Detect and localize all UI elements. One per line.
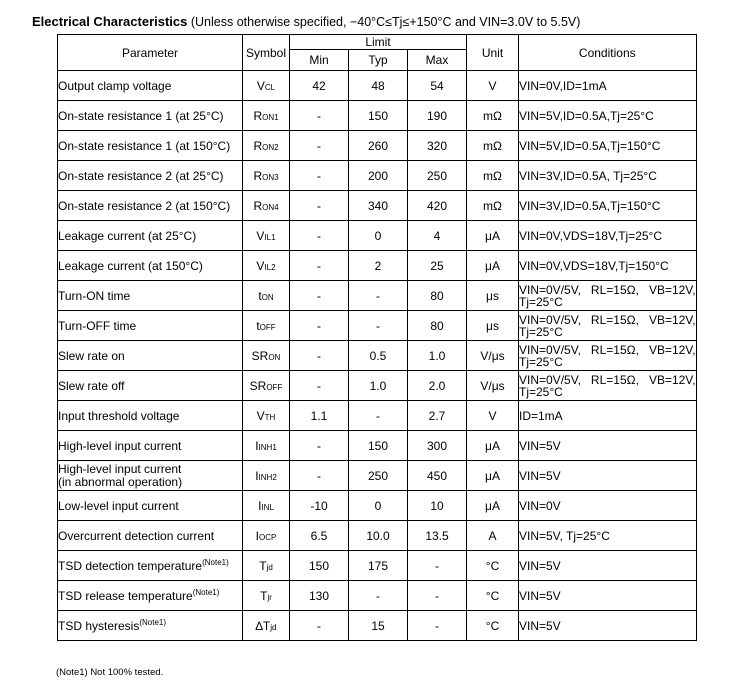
cell-min: -	[290, 131, 349, 161]
symbol-main: T	[259, 558, 267, 573]
conditions-text-line2: Tj=25°C	[519, 324, 563, 339]
note-ref: (Note1)	[192, 587, 220, 597]
cell-symbol	[243, 161, 290, 191]
symbol-main: V	[256, 228, 265, 243]
table-row	[58, 461, 697, 491]
conditions-text: VIN=5V,ID=0.5A,Tj=150°C	[519, 138, 661, 153]
cell-typ: 0	[349, 221, 408, 251]
cell-max: 4	[408, 221, 467, 251]
parameter-label: TSD release temperature	[58, 588, 193, 603]
cell-max: 2.0	[408, 371, 467, 401]
cell-parameter	[58, 491, 243, 521]
cell-conditions	[519, 221, 697, 251]
cell-symbol	[243, 491, 290, 521]
symbol-main: T	[260, 588, 268, 603]
table-row	[58, 401, 697, 431]
cell-conditions	[519, 521, 697, 551]
cell-conditions	[519, 311, 697, 341]
table-body	[58, 71, 697, 641]
cell-unit: °C	[467, 551, 519, 581]
cell-parameter	[58, 431, 243, 461]
conditions-text-line2: Tj=25°C	[519, 384, 563, 399]
header-typ: Typ	[349, 50, 408, 71]
cell-min: -	[290, 371, 349, 401]
table-row	[58, 191, 697, 221]
cell-parameter	[58, 131, 243, 161]
cell-unit: V	[467, 71, 519, 101]
cell-min: -	[290, 101, 349, 131]
symbol-main: R	[253, 108, 263, 123]
cell-symbol	[243, 581, 290, 611]
cell-min: -	[290, 431, 349, 461]
cell-max: 25	[408, 251, 467, 281]
conditions-text: VIN=0V/5V, RL=15Ω, VB=12V,	[519, 372, 696, 387]
cell-max: 80	[408, 281, 467, 311]
cell-parameter	[58, 101, 243, 131]
cell-conditions	[519, 431, 697, 461]
cell-max: 54	[408, 71, 467, 101]
table-row	[58, 281, 697, 311]
table-row	[58, 581, 697, 611]
cell-min: 150	[290, 551, 349, 581]
header-max: Max	[408, 50, 467, 71]
cell-symbol	[243, 401, 290, 431]
table-row	[58, 611, 697, 641]
table-row	[58, 341, 697, 371]
cell-symbol	[243, 101, 290, 131]
symbol-subscript: OFF	[266, 382, 283, 392]
cell-unit: mΩ	[467, 191, 519, 221]
cell-parameter	[58, 311, 243, 341]
cell-conditions	[519, 161, 697, 191]
header-unit: Unit	[467, 35, 519, 71]
conditions-text: VIN=5V	[519, 588, 561, 603]
cell-parameter	[58, 371, 243, 401]
cell-symbol	[243, 281, 290, 311]
section-title-bold: Electrical Characteristics	[32, 14, 188, 29]
cell-min: -10	[290, 491, 349, 521]
parameter-label: Slew rate on	[58, 348, 125, 363]
cell-conditions	[519, 371, 697, 401]
symbol-main: R	[253, 168, 263, 183]
cell-parameter	[58, 221, 243, 251]
cell-min: 42	[290, 71, 349, 101]
symbol-subscript: OFF	[259, 322, 276, 332]
cell-symbol	[243, 431, 290, 461]
cell-conditions	[519, 251, 697, 281]
symbol-main: V	[256, 78, 265, 93]
cell-parameter	[58, 581, 243, 611]
cell-max: 190	[408, 101, 467, 131]
symbol-main: t	[256, 318, 260, 333]
cell-min: -	[290, 611, 349, 641]
note-ref: (Note1)	[202, 557, 229, 567]
table-row	[58, 491, 697, 521]
cell-unit: μA	[467, 431, 519, 461]
cell-typ: 10.0	[349, 521, 408, 551]
parameter-label: Input threshold voltage	[58, 408, 180, 423]
cell-max: 80	[408, 311, 467, 341]
section-title-condition: (Unless otherwise specified, −40°C≤Tj≤+150°C and VIN=3.0V to 5.5V)	[190, 15, 581, 29]
note-ref: (Note1)	[139, 617, 167, 627]
cell-unit: mΩ	[467, 161, 519, 191]
cell-conditions	[519, 491, 697, 521]
conditions-text: VIN=3V,ID=0.5A,Tj=150°C	[519, 198, 661, 213]
symbol-subscript: ON4	[262, 202, 279, 212]
parameter-label: On-state resistance 1 (at 150°C)	[58, 138, 231, 153]
cell-typ: -	[349, 281, 408, 311]
symbol-subscript: ON	[261, 292, 274, 302]
table-row	[58, 521, 697, 551]
cell-unit: V	[467, 401, 519, 431]
cell-max: 250	[408, 161, 467, 191]
cell-symbol	[243, 611, 290, 641]
parameter-label: Turn-ON time	[58, 288, 131, 303]
cell-symbol	[243, 341, 290, 371]
conditions-text: VIN=0V,VDS=18V,Tj=25°C	[519, 228, 663, 243]
symbol-main: R	[253, 138, 263, 153]
cell-conditions	[519, 191, 697, 221]
cell-unit: mΩ	[467, 101, 519, 131]
cell-min: 130	[290, 581, 349, 611]
symbol-subscript: INH1	[258, 442, 277, 452]
parameter-label: Low-level input current	[58, 498, 179, 513]
cell-symbol	[243, 521, 290, 551]
symbol-subscript: IL1	[264, 232, 276, 242]
cell-unit: V/μs	[467, 371, 519, 401]
cell-min: -	[290, 221, 349, 251]
cell-symbol	[243, 251, 290, 281]
conditions-text: VIN=3V,ID=0.5A, Tj=25°C	[519, 168, 657, 183]
conditions-text: VIN=0V/5V, RL=15Ω, VB=12V,	[519, 282, 696, 297]
cell-conditions	[519, 611, 697, 641]
parameter-label: Slew rate off	[58, 378, 125, 393]
cell-max: 450	[408, 461, 467, 491]
electrical-characteristics-table	[57, 34, 697, 641]
cell-typ: 340	[349, 191, 408, 221]
cell-parameter	[58, 551, 243, 581]
header-parameter: Parameter	[58, 35, 243, 71]
symbol-main: I	[255, 438, 259, 453]
cell-symbol	[243, 371, 290, 401]
cell-min: -	[290, 281, 349, 311]
cell-min: -	[290, 251, 349, 281]
cell-conditions	[519, 281, 697, 311]
cell-typ: 200	[349, 161, 408, 191]
table-row	[58, 251, 697, 281]
table-row	[58, 221, 697, 251]
cell-min: -	[290, 191, 349, 221]
cell-min: 6.5	[290, 521, 349, 551]
table-row	[58, 101, 697, 131]
table-row	[58, 431, 697, 461]
cell-parameter	[58, 401, 243, 431]
conditions-text: VIN=0V,ID=1mA	[519, 78, 607, 93]
cell-conditions	[519, 71, 697, 101]
section-title	[32, 14, 580, 29]
conditions-text: VIN=0V,VDS=18V,Tj=150°C	[519, 258, 669, 273]
footnote: (Note1) Not 100% tested.	[56, 667, 164, 678]
table-row	[58, 71, 697, 101]
cell-typ: -	[349, 311, 408, 341]
cell-parameter	[58, 71, 243, 101]
cell-max: -	[408, 611, 467, 641]
cell-min: -	[290, 341, 349, 371]
cell-conditions	[519, 131, 697, 161]
conditions-text: VIN=5V, Tj=25°C	[519, 528, 610, 543]
table-row	[58, 371, 697, 401]
cell-max: -	[408, 551, 467, 581]
cell-unit: μA	[467, 491, 519, 521]
cell-symbol	[243, 551, 290, 581]
symbol-main: t	[258, 288, 262, 303]
cell-typ: 150	[349, 101, 408, 131]
parameter-label-line2: (in abnormal operation)	[58, 474, 183, 489]
cell-symbol	[243, 131, 290, 161]
cell-min: -	[290, 161, 349, 191]
cell-max: 300	[408, 431, 467, 461]
cell-max: 2.7	[408, 401, 467, 431]
cell-parameter	[58, 611, 243, 641]
cell-max: 13.5	[408, 521, 467, 551]
cell-typ: 0.5	[349, 341, 408, 371]
cell-typ: 48	[349, 71, 408, 101]
cell-parameter	[58, 281, 243, 311]
cell-unit: V/μs	[467, 341, 519, 371]
cell-max: 420	[408, 191, 467, 221]
cell-typ: 2	[349, 251, 408, 281]
cell-typ: 1.0	[349, 371, 408, 401]
conditions-text: VIN=5V	[519, 468, 561, 483]
symbol-main: V	[256, 258, 265, 273]
conditions-text: VIN=5V	[519, 618, 561, 633]
table-row	[58, 131, 697, 161]
parameter-label: On-state resistance 2 (at 25°C)	[58, 168, 224, 183]
table-row	[58, 311, 697, 341]
conditions-text: VIN=5V,ID=0.5A,Tj=25°C	[519, 108, 654, 123]
cell-parameter	[58, 341, 243, 371]
parameter-label: Output clamp voltage	[58, 78, 172, 93]
symbol-main: ∆T	[255, 618, 271, 633]
conditions-text: VIN=5V	[519, 558, 561, 573]
cell-conditions	[519, 581, 697, 611]
cell-typ: 250	[349, 461, 408, 491]
symbol-subscript: IL2	[264, 262, 276, 272]
cell-typ: -	[349, 581, 408, 611]
cell-unit: A	[467, 521, 519, 551]
symbol-subscript: ON3	[262, 172, 279, 182]
symbol-subscript: OCP	[259, 532, 277, 542]
conditions-text-line2: Tj=25°C	[519, 354, 563, 369]
header-min: Min	[290, 50, 349, 71]
cell-conditions	[519, 401, 697, 431]
table-row	[58, 551, 697, 581]
header-conditions: Conditions	[519, 35, 697, 71]
cell-unit: μs	[467, 311, 519, 341]
cell-max: 320	[408, 131, 467, 161]
symbol-subscript: ON1	[262, 112, 279, 122]
conditions-text: VIN=0V/5V, RL=15Ω, VB=12V,	[519, 312, 696, 327]
cell-symbol	[243, 71, 290, 101]
cell-parameter	[58, 251, 243, 281]
cell-parameter	[58, 161, 243, 191]
table-row	[58, 161, 697, 191]
cell-symbol	[243, 221, 290, 251]
symbol-main: I	[258, 498, 262, 513]
cell-unit: mΩ	[467, 131, 519, 161]
cell-symbol	[243, 461, 290, 491]
cell-unit: μA	[467, 461, 519, 491]
symbol-subscript: CL	[264, 82, 276, 92]
cell-min: 1.1	[290, 401, 349, 431]
parameter-label: On-state resistance 2 (at 150°C)	[58, 198, 231, 213]
cell-min: -	[290, 461, 349, 491]
parameter-label: Leakage current (at 150°C)	[58, 258, 203, 273]
symbol-subscript: ON	[268, 352, 281, 362]
cell-typ: 15	[349, 611, 408, 641]
cell-min: -	[290, 311, 349, 341]
conditions-text: VIN=0V	[519, 498, 561, 513]
symbol-main: SR	[251, 348, 269, 363]
symbol-subscript: jd	[266, 562, 273, 572]
symbol-subscript: ON2	[262, 142, 279, 152]
symbol-main: I	[255, 528, 259, 543]
symbol-main: I	[255, 468, 259, 483]
cell-conditions	[519, 341, 697, 371]
cell-typ: 150	[349, 431, 408, 461]
cell-unit: μA	[467, 251, 519, 281]
parameter-label: TSD hysteresis	[58, 618, 140, 633]
cell-unit: °C	[467, 611, 519, 641]
symbol-subscript: jd	[270, 622, 277, 632]
symbol-subscript: INL	[261, 502, 274, 512]
cell-unit: μA	[467, 221, 519, 251]
conditions-text: ID=1mA	[519, 408, 563, 423]
cell-unit: μs	[467, 281, 519, 311]
cell-conditions	[519, 461, 697, 491]
symbol-subscript: jr	[267, 592, 272, 602]
parameter-label: TSD detection temperature	[58, 558, 203, 573]
cell-parameter	[58, 191, 243, 221]
symbol-main: V	[256, 408, 265, 423]
cell-typ: 0	[349, 491, 408, 521]
conditions-text-line2: Tj=25°C	[519, 294, 563, 309]
parameter-label: High-level input current	[58, 438, 182, 453]
cell-symbol	[243, 191, 290, 221]
parameter-label: On-state resistance 1 (at 25°C)	[58, 108, 224, 123]
header-symbol: Symbol	[243, 35, 290, 71]
symbol-subscript: TH	[264, 412, 276, 422]
conditions-text: VIN=5V	[519, 438, 561, 453]
cell-max: 10	[408, 491, 467, 521]
cell-parameter	[58, 461, 243, 491]
cell-parameter	[58, 521, 243, 551]
cell-unit: °C	[467, 581, 519, 611]
cell-conditions	[519, 101, 697, 131]
symbol-main: SR	[249, 378, 267, 393]
symbol-subscript: INH2	[258, 472, 277, 482]
parameter-label: Leakage current (at 25°C)	[58, 228, 197, 243]
parameter-label: Turn-OFF time	[58, 318, 137, 333]
parameter-label: Overcurrent detection current	[58, 528, 215, 543]
symbol-main: R	[253, 198, 263, 213]
cell-typ: -	[349, 401, 408, 431]
header-limit: Limit	[290, 35, 467, 50]
cell-max: 1.0	[408, 341, 467, 371]
conditions-text: VIN=0V/5V, RL=15Ω, VB=12V,	[519, 342, 696, 357]
cell-typ: 175	[349, 551, 408, 581]
parameter-label: High-level input current	[58, 461, 182, 476]
cell-symbol	[243, 311, 290, 341]
cell-max: -	[408, 581, 467, 611]
cell-conditions	[519, 551, 697, 581]
cell-typ: 260	[349, 131, 408, 161]
